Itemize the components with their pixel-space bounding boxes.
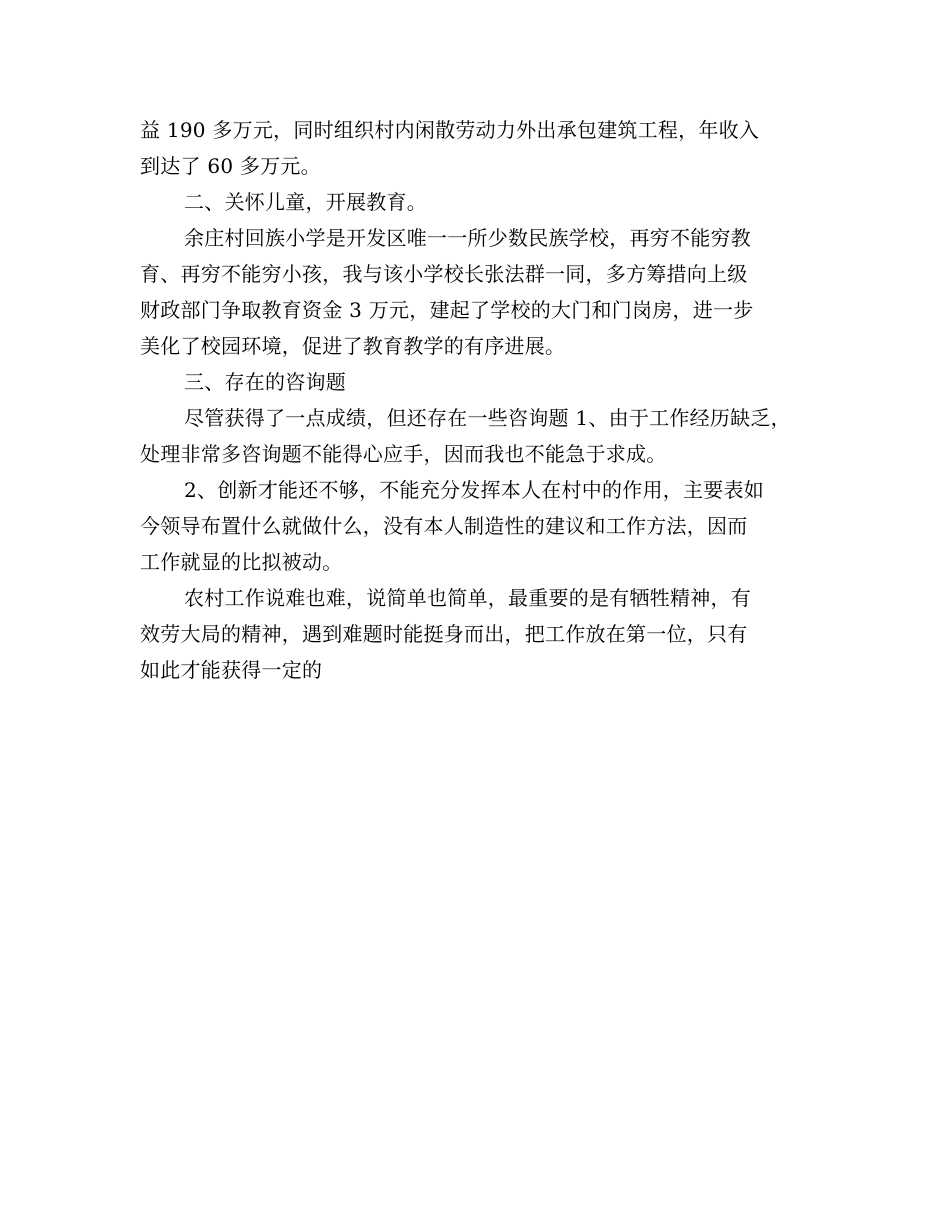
section-heading-children-education: 二、关怀儿童，开展教育。	[184, 190, 427, 214]
document-body	[140, 112, 830, 688]
paragraph-line: 处理非常多咨询题不能得心应手，因而我也不能急于求成。	[140, 442, 667, 466]
paragraph-line: 效劳大局的精神，遇到难题时能挺身而出，把工作放在第一位，只有	[140, 622, 748, 646]
paragraph-line: 工作就显的比拟被动。	[140, 550, 343, 574]
paragraph-line: 如此才能获得一定的	[140, 658, 323, 682]
paragraph-line-first: 2、创新才能还不够，不能充分发挥本人在村中的作用，主要表如	[184, 478, 764, 502]
text-line-continuation: 到达了 60 多万元。	[140, 154, 321, 178]
paragraph-line: 今领导布置什么就做什么，没有本人制造性的建议和工作方法，因而	[140, 514, 748, 538]
paragraph-line-first: 余庄村回族小学是开发区唯一一所少数民族学校，再穷不能穷教	[184, 226, 751, 250]
paragraph-line: 美化了校园环境，促进了教育教学的有序进展。	[140, 334, 566, 358]
paragraph-line-first: 尽管获得了一点成绩，但还存在一些咨询题 1、由于工作经历缺乏，	[184, 406, 791, 430]
section-heading-problems: 三、存在的咨询题	[184, 370, 346, 394]
paragraph-line: 育、再穷不能穷小孩，我与该小学校长张法群一同，多方筹措向上级	[140, 262, 748, 286]
paragraph-line: 财政部门争取教育资金 3 万元，建起了学校的大门和门岗房，进一步	[140, 298, 754, 322]
paragraph-line-first: 农村工作说难也难，说简单也简单，最重要的是有牺牲精神，有	[184, 586, 751, 610]
text-line-continuation: 益 190 多万元，同时组织村内闲散劳动力外出承包建筑工程，年收入	[140, 118, 760, 142]
